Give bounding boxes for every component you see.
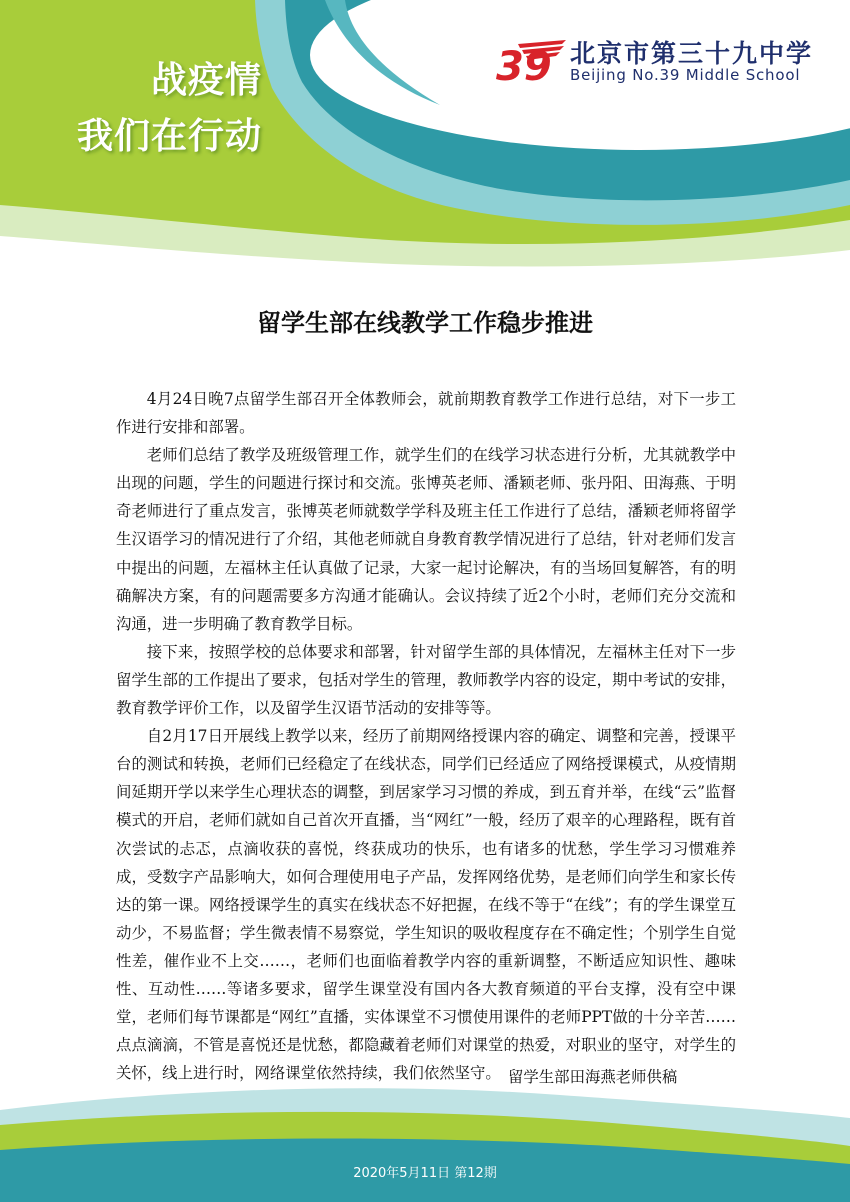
article-title: 留学生部在线教学工作稳步推进	[257, 308, 593, 337]
article-paragraph: 老师们总结了教学及班级管理工作，就学生们的在线学习状态进行分析，尤其就教学中出现的问题，学生的问题进行探讨和交流。张博英老师、潘颖老师、张丹阳、田海燕、于明奇老师进行了重点发言，张博英老师就数学学科及班主任工作进行了总结，潘颖老师将留学生汉语学习的情况进行了介绍，其他老师就自身教育教学情况进行了总结，针对老师们发言中提出的问题，左福林主任认真做了记录，大家一起讨论解决，有的当场回复解答，有的明确解决方案，有的问题需要多方沟通才能确认。会议持续了近2个小时，老师们充分交流和沟通，进一步明确了教育教学目标。	[116, 446, 736, 633]
logo-numeral: 39	[496, 44, 552, 86]
article-author: 留学生部田海燕老师供稿	[508, 1068, 678, 1086]
article-paragraph: 自2月17日开展线上教学以来，经历了前期网络授课内容的确定、调整和完善，授课平台的测试和转换，老师们已经稳定了在线状态，同学们已经适应了网络授课模式，从疫情期间延期开学以来学生心理状态的调整，到居家学习习惯的养成，到五育并举，在线“云”监督模式的开启，老师们就如自己首次开直播，当“网红”一般，经历了艰辛的心理路程，既有首次尝试的忐忑，点滴收获的喜悦，终获成功的快乐，也有诸多的忧愁，学生学习习惯难养成，受数字产品影响大，如何合理使用电子产品，发挥网络优势，是老师们向学生和家长传达的第一课。网络授课学生的真实在线状态不好把握，在线不等于“在线”；有的学生课堂互动少，不易监督；学生微表情不易察觉，学生知识的吸收程度存在不确定性；个别学生自觉性差，催作业不上交……，老师们也面临着教学内容的重新调整，不断适应知识性、趣味性、互动性……等诸多要求，留学生课堂没有国内各大教育频道的平台支撑，没有空中课堂，老师们每节课都是“网红”直播，实体课堂不习惯使用课件的老师PPT做的十分辛苦……点点滴滴，不管是喜悦还是忧愁，都隐藏着老师们对课堂的热爱，对职业的坚守，对学生的关怀，线上进行时，网络课堂依然持续，我们依然坚守。	[116, 727, 736, 1083]
school-logo	[496, 30, 816, 90]
school-emblem-icon	[496, 30, 566, 86]
issue-footer: 2020年5月11日 第12期	[353, 1166, 497, 1181]
article-body	[116, 385, 736, 1087]
slogan-line-1: 战疫情	[150, 60, 262, 101]
article-paragraph: 接下来，按照学校的总体要求和部署，针对留学生部的具体情况，左福林主任对下一步留学生部的工作提出了要求，包括对学生的管理，教师教学内容的设定，期中考试的安排，教育教学评价工作，以及留学生汉语节活动的安排等等。	[116, 642, 736, 718]
article-paragraph: 4月24日晚7点留学生部召开全体教师会，就前期教育教学工作进行总结，对下一步工作进行安排和部署。	[116, 390, 736, 437]
slogan-line-2: 我们在行动	[76, 116, 262, 157]
school-name-en: Beijing No.39 Middle School	[570, 66, 801, 84]
school-name-cn: 北京市第三十九中学	[570, 39, 814, 68]
